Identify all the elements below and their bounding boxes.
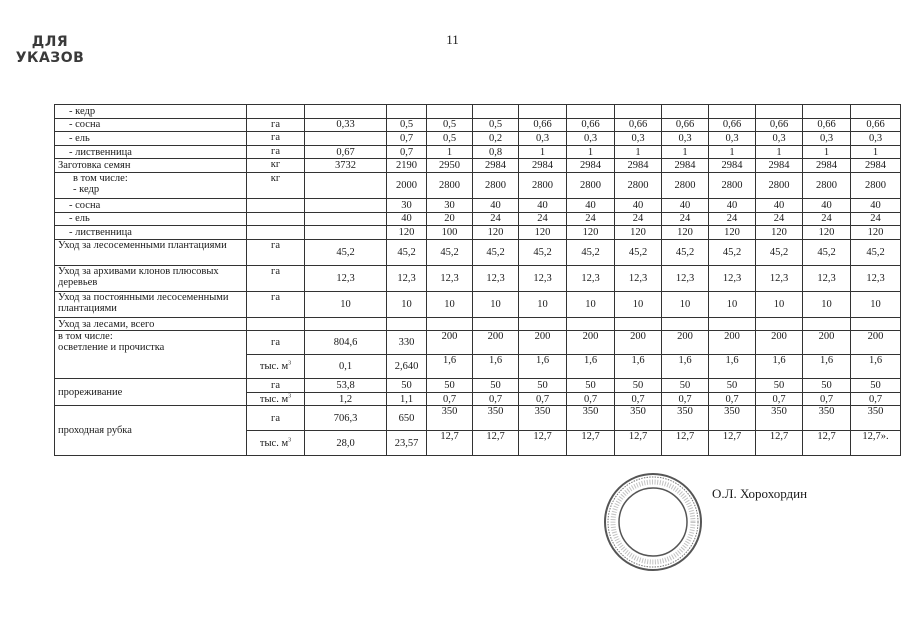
- cell-value: 350: [473, 406, 519, 431]
- cell-value: 2984: [473, 159, 519, 173]
- cell-value: 1: [519, 145, 567, 159]
- row-unit: га: [247, 265, 305, 291]
- cell-value: 0,3: [615, 132, 662, 146]
- cell-value: [851, 317, 901, 331]
- cell-value: 0,8: [473, 145, 519, 159]
- row-label: Уход за постоянными лесосеменными плантациями: [55, 291, 247, 317]
- cell-value: 120: [567, 226, 615, 240]
- cell-value: 0,3: [803, 132, 851, 146]
- cell-value: 28,0: [305, 431, 387, 456]
- cell-value: 50: [387, 379, 427, 393]
- cell-value: 40: [709, 198, 756, 212]
- cell-value: 1: [662, 145, 709, 159]
- cell-value: 50: [662, 379, 709, 393]
- cell-value: 1,6: [709, 355, 756, 379]
- row-label: Уход за лесосеменными плантациями: [55, 239, 247, 265]
- table-row: [55, 118, 901, 132]
- cell-value: [567, 317, 615, 331]
- cell-value: 10: [519, 291, 567, 317]
- cell-value: 2800: [662, 172, 709, 198]
- cell-value: 12,3: [473, 265, 519, 291]
- cell-value: 2984: [615, 159, 662, 173]
- cell-value: 40: [662, 198, 709, 212]
- cell-value: [519, 105, 567, 119]
- cell-value: 45,2: [305, 239, 387, 265]
- cell-value: [519, 317, 567, 331]
- cell-value: 1,6: [567, 355, 615, 379]
- cell-value: 120: [387, 226, 427, 240]
- cell-value: 1,6: [662, 355, 709, 379]
- cell-value: 24: [662, 212, 709, 226]
- cell-value: 2984: [567, 159, 615, 173]
- stamp-label: [0, 0, 100, 100]
- cell-value: 120: [615, 226, 662, 240]
- row-unit: [247, 198, 305, 212]
- row-unit: тыс. $м^3$: [247, 392, 305, 406]
- cell-value: 2800: [473, 172, 519, 198]
- signature-name: О.Л. Хорохордин: [712, 486, 808, 501]
- cell-value: 50: [709, 379, 756, 393]
- cell-value: 200: [427, 331, 473, 355]
- cell-value: 1: [851, 145, 901, 159]
- cell-value: 350: [803, 406, 851, 431]
- cell-value: 0,1: [305, 355, 387, 379]
- cell-value: 2984: [519, 159, 567, 173]
- cell-value: 2800: [851, 172, 901, 198]
- cell-value: 12,7: [662, 431, 709, 456]
- row-label: - сосна: [55, 118, 247, 132]
- cell-value: 0,67: [305, 145, 387, 159]
- cell-value: 2800: [756, 172, 803, 198]
- cell-value: 30: [387, 198, 427, 212]
- row-label: - ель: [55, 132, 247, 146]
- cell-value: [305, 105, 387, 119]
- cell-value: [305, 212, 387, 226]
- cell-value: [756, 317, 803, 331]
- cell-value: 0,66: [567, 118, 615, 132]
- row-unit: га: [247, 132, 305, 146]
- cell-value: 12,3: [803, 265, 851, 291]
- cell-value: 120: [473, 226, 519, 240]
- cell-value: [615, 105, 662, 119]
- table-row: [55, 159, 901, 173]
- cell-value: 2800: [427, 172, 473, 198]
- cell-value: [427, 317, 473, 331]
- cell-value: 45,2: [567, 239, 615, 265]
- row-label: в том числе: осветление и прочистка: [55, 331, 247, 379]
- cell-value: 0,66: [519, 118, 567, 132]
- cell-value: 0,66: [756, 118, 803, 132]
- row-label: прореживание: [55, 379, 247, 406]
- cell-value: 10: [615, 291, 662, 317]
- cell-value: 200: [519, 331, 567, 355]
- cell-value: 0,66: [615, 118, 662, 132]
- cell-value: 12,7: [519, 431, 567, 456]
- cell-value: 350: [756, 406, 803, 431]
- cell-value: 0,66: [851, 118, 901, 132]
- cell-value: 12,3: [427, 265, 473, 291]
- cell-value: 45,2: [851, 239, 901, 265]
- cell-value: 12,7: [709, 431, 756, 456]
- cell-value: 2800: [615, 172, 662, 198]
- cell-value: [305, 172, 387, 198]
- row-unit: [247, 317, 305, 331]
- row-unit: га: [247, 331, 305, 355]
- row-label: проходная рубка: [55, 406, 247, 456]
- cell-value: [305, 198, 387, 212]
- cell-value: 50: [803, 379, 851, 393]
- cell-value: 53,8: [305, 379, 387, 393]
- cell-value: 45,2: [387, 239, 427, 265]
- cell-value: 1: [803, 145, 851, 159]
- cell-value: 12,7: [803, 431, 851, 456]
- row-unit: га: [247, 145, 305, 159]
- cell-value: 1: [756, 145, 803, 159]
- cell-value: 12,3: [567, 265, 615, 291]
- cell-value: 0,7: [387, 132, 427, 146]
- cell-value: 1,1: [387, 392, 427, 406]
- cell-value: 10: [473, 291, 519, 317]
- cell-value: 45,2: [709, 239, 756, 265]
- table-row: [55, 331, 901, 355]
- cell-value: 12,3: [851, 265, 901, 291]
- cell-value: 0,7: [567, 392, 615, 406]
- cell-value: [803, 105, 851, 119]
- row-label: Заготовка семян: [55, 159, 247, 173]
- stamp-seal: [603, 472, 703, 572]
- cell-value: 200: [709, 331, 756, 355]
- cell-value: 12,3: [519, 265, 567, 291]
- cell-value: 0,7: [709, 392, 756, 406]
- cell-value: [567, 105, 615, 119]
- cell-value: [473, 317, 519, 331]
- cell-value: 24: [567, 212, 615, 226]
- cell-value: 24: [756, 212, 803, 226]
- cell-value: 50: [473, 379, 519, 393]
- cell-value: 0,3: [851, 132, 901, 146]
- cell-value: 200: [567, 331, 615, 355]
- cell-value: 100: [427, 226, 473, 240]
- cell-value: 0,7: [662, 392, 709, 406]
- cell-value: [387, 105, 427, 119]
- cell-value: 1,6: [756, 355, 803, 379]
- cell-value: 24: [709, 212, 756, 226]
- row-label: Уход за лесами, всего: [55, 317, 247, 331]
- cell-value: 12,3: [615, 265, 662, 291]
- cell-value: 2190: [387, 159, 427, 173]
- cell-value: 10: [709, 291, 756, 317]
- cell-value: 10: [756, 291, 803, 317]
- cell-value: 0,66: [709, 118, 756, 132]
- cell-value: 2950: [427, 159, 473, 173]
- cell-value: 40: [803, 198, 851, 212]
- row-unit: кг: [247, 172, 305, 198]
- cell-value: 12,7: [473, 431, 519, 456]
- cell-value: 40: [387, 212, 427, 226]
- cell-value: 2984: [662, 159, 709, 173]
- table-body: [55, 105, 901, 456]
- row-unit: га: [247, 239, 305, 265]
- cell-value: 1: [709, 145, 756, 159]
- cell-value: [305, 132, 387, 146]
- cell-value: 0,5: [427, 118, 473, 132]
- cell-value: 120: [519, 226, 567, 240]
- cell-value: 0,7: [851, 392, 901, 406]
- cell-value: 10: [567, 291, 615, 317]
- cell-value: 2800: [709, 172, 756, 198]
- cell-value: 0,5: [427, 132, 473, 146]
- table-row: [55, 145, 901, 159]
- row-unit: га: [247, 291, 305, 317]
- cell-value: 40: [519, 198, 567, 212]
- cell-value: 45,2: [427, 239, 473, 265]
- cell-value: 12,3: [387, 265, 427, 291]
- cell-value: 10: [803, 291, 851, 317]
- cell-value: 2,640: [387, 355, 427, 379]
- cell-value: 120: [662, 226, 709, 240]
- cell-value: 1,6: [427, 355, 473, 379]
- cell-value: 804,6: [305, 331, 387, 355]
- cell-value: 0,5: [387, 118, 427, 132]
- cell-value: 50: [851, 379, 901, 393]
- cell-value: [851, 105, 901, 119]
- cell-value: [803, 317, 851, 331]
- cell-value: 120: [709, 226, 756, 240]
- cell-value: [427, 105, 473, 119]
- cell-value: [615, 317, 662, 331]
- row-label: - кедр: [55, 105, 247, 119]
- cell-value: 0,3: [567, 132, 615, 146]
- cell-value: 1,6: [519, 355, 567, 379]
- cell-value: 20: [427, 212, 473, 226]
- row-unit: га: [247, 118, 305, 132]
- cell-value: 0,7: [615, 392, 662, 406]
- table-row: [55, 406, 901, 431]
- cell-value: 200: [803, 331, 851, 355]
- table-row: [55, 265, 901, 291]
- cell-value: 1,6: [851, 355, 901, 379]
- cell-value: 12,7».: [851, 431, 901, 456]
- cell-value: 2800: [803, 172, 851, 198]
- cell-value: 30: [427, 198, 473, 212]
- cell-value: 2000: [387, 172, 427, 198]
- cell-value: 0,3: [709, 132, 756, 146]
- cell-value: 23,57: [387, 431, 427, 456]
- forestry-table: [54, 104, 901, 456]
- cell-value: 24: [803, 212, 851, 226]
- table-row: [55, 172, 901, 198]
- cell-value: 1: [567, 145, 615, 159]
- cell-value: 0,3: [519, 132, 567, 146]
- cell-value: 2800: [567, 172, 615, 198]
- cell-value: 0,7: [803, 392, 851, 406]
- cell-value: 10: [662, 291, 709, 317]
- cell-value: 200: [615, 331, 662, 355]
- row-unit: кг: [247, 159, 305, 173]
- cell-value: 350: [519, 406, 567, 431]
- cell-value: 2984: [709, 159, 756, 173]
- cell-value: 350: [427, 406, 473, 431]
- cell-value: 0,33: [305, 118, 387, 132]
- cell-value: 12,7: [427, 431, 473, 456]
- row-label: - сосна: [55, 198, 247, 212]
- cell-value: 120: [803, 226, 851, 240]
- row-unit: га: [247, 406, 305, 431]
- cell-value: 50: [756, 379, 803, 393]
- cell-value: 45,2: [615, 239, 662, 265]
- cell-value: 1,6: [473, 355, 519, 379]
- cell-value: 1,6: [803, 355, 851, 379]
- cell-value: 200: [756, 331, 803, 355]
- cell-value: 1: [615, 145, 662, 159]
- cell-value: 12,7: [615, 431, 662, 456]
- cell-value: 350: [615, 406, 662, 431]
- cell-value: 1,6: [615, 355, 662, 379]
- cell-value: 40: [615, 198, 662, 212]
- cell-value: 12,3: [662, 265, 709, 291]
- table-row: [55, 226, 901, 240]
- cell-value: 350: [851, 406, 901, 431]
- row-label: - лиственница: [55, 145, 247, 159]
- cell-value: 1,2: [305, 392, 387, 406]
- cell-value: 200: [662, 331, 709, 355]
- table-row: [55, 132, 901, 146]
- cell-value: 0,7: [427, 392, 473, 406]
- cell-value: 0,3: [756, 132, 803, 146]
- row-label: Уход за архивами клонов плюсовых деревьев: [55, 265, 247, 291]
- cell-value: 12,3: [305, 265, 387, 291]
- cell-value: 350: [662, 406, 709, 431]
- cell-value: 2800: [519, 172, 567, 198]
- cell-value: 45,2: [756, 239, 803, 265]
- row-unit: [247, 226, 305, 240]
- cell-value: 45,2: [803, 239, 851, 265]
- cell-value: 40: [851, 198, 901, 212]
- cell-value: 40: [567, 198, 615, 212]
- stamp-line1: ДЛЯ: [31, 34, 69, 50]
- cell-value: 10: [305, 291, 387, 317]
- cell-value: 12,7: [756, 431, 803, 456]
- cell-value: 650: [387, 406, 427, 431]
- cell-value: [756, 105, 803, 119]
- cell-value: 706,3: [305, 406, 387, 431]
- cell-value: [387, 317, 427, 331]
- cell-value: 120: [851, 226, 901, 240]
- cell-value: 50: [427, 379, 473, 393]
- cell-value: 12,7: [567, 431, 615, 456]
- table-row: [55, 105, 901, 119]
- cell-value: 50: [615, 379, 662, 393]
- cell-value: 0,5: [473, 118, 519, 132]
- row-unit: [247, 212, 305, 226]
- cell-value: 2984: [756, 159, 803, 173]
- cell-value: 24: [615, 212, 662, 226]
- cell-value: 50: [519, 379, 567, 393]
- cell-value: [305, 317, 387, 331]
- cell-value: 3732: [305, 159, 387, 173]
- cell-value: 2984: [803, 159, 851, 173]
- cell-value: 0,7: [519, 392, 567, 406]
- row-unit: га: [247, 379, 305, 393]
- cell-value: 10: [851, 291, 901, 317]
- cell-value: [709, 317, 756, 331]
- table-row: [55, 291, 901, 317]
- cell-value: 24: [851, 212, 901, 226]
- cell-value: 12,3: [756, 265, 803, 291]
- cell-value: 350: [709, 406, 756, 431]
- cell-value: 10: [427, 291, 473, 317]
- table-row: [55, 379, 901, 393]
- cell-value: 40: [756, 198, 803, 212]
- cell-value: [709, 105, 756, 119]
- cell-value: 10: [387, 291, 427, 317]
- cell-value: 0,2: [473, 132, 519, 146]
- cell-value: [305, 226, 387, 240]
- cell-value: 45,2: [662, 239, 709, 265]
- cell-value: 0,7: [387, 145, 427, 159]
- cell-value: 330: [387, 331, 427, 355]
- row-label: в том числе: - кедр: [55, 172, 247, 198]
- page-number: 11: [446, 32, 459, 47]
- cell-value: [662, 105, 709, 119]
- cell-value: 24: [473, 212, 519, 226]
- cell-value: [473, 105, 519, 119]
- cell-value: 40: [473, 198, 519, 212]
- cell-value: 24: [519, 212, 567, 226]
- row-label: - лиственница: [55, 226, 247, 240]
- cell-value: 1: [427, 145, 473, 159]
- row-unit: тыс. $м^3$: [247, 355, 305, 379]
- cell-value: 0,66: [662, 118, 709, 132]
- cell-value: 0,7: [473, 392, 519, 406]
- cell-value: 45,2: [519, 239, 567, 265]
- row-unit: [247, 105, 305, 119]
- table-row: [55, 239, 901, 265]
- cell-value: 2984: [851, 159, 901, 173]
- cell-value: 0,7: [756, 392, 803, 406]
- cell-value: 45,2: [473, 239, 519, 265]
- row-unit: тыс. $м^3$: [247, 431, 305, 456]
- cell-value: 350: [567, 406, 615, 431]
- cell-value: 12,3: [709, 265, 756, 291]
- stamp-line2: УКАЗОВ: [15, 50, 85, 66]
- cell-value: 0,3: [662, 132, 709, 146]
- cell-value: 200: [851, 331, 901, 355]
- cell-value: 50: [567, 379, 615, 393]
- row-label: - ель: [55, 212, 247, 226]
- table-row: [55, 317, 901, 331]
- cell-value: 200: [473, 331, 519, 355]
- table-row: [55, 198, 901, 212]
- cell-value: 0,66: [803, 118, 851, 132]
- cell-value: [662, 317, 709, 331]
- cell-value: 120: [756, 226, 803, 240]
- table-row: [55, 212, 901, 226]
